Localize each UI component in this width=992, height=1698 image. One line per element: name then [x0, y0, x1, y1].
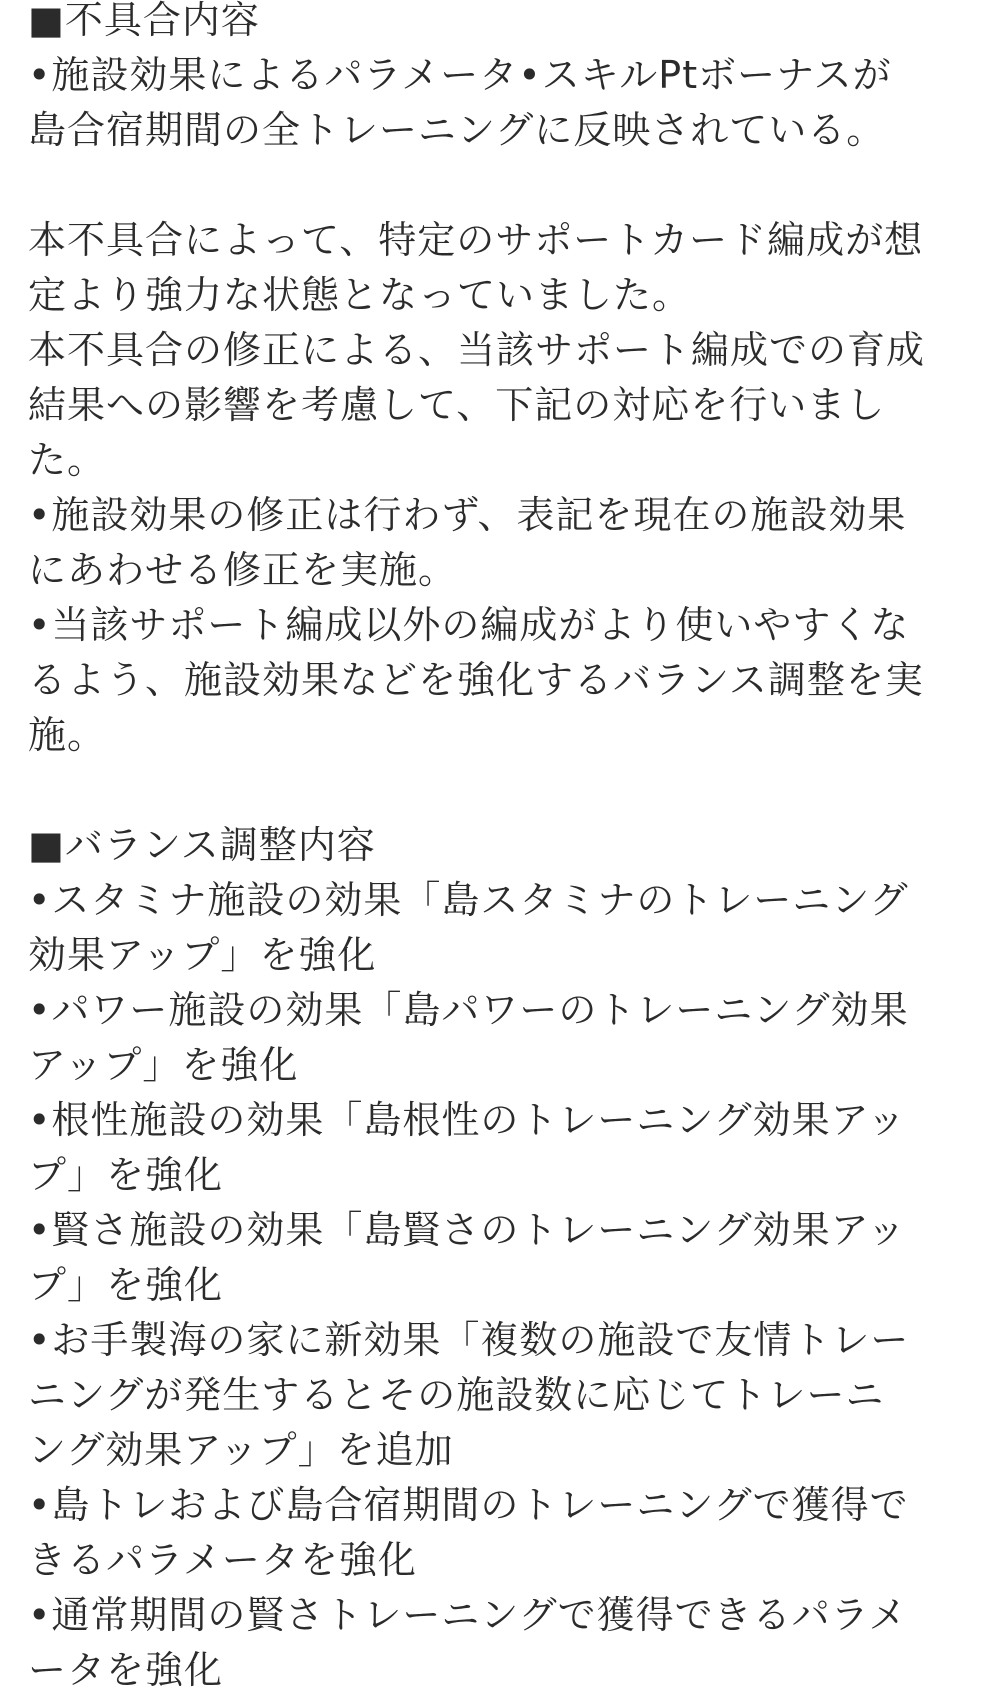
- text-line: ータを強化: [28, 1648, 224, 1692]
- section-heading-balance-adjustments: ■バランス調整内容: [28, 823, 376, 867]
- text-line: •パワー施設の効果「島パワーのトレーニング効果: [28, 988, 909, 1032]
- text-line: •賢さ施設の効果「島賢さのトレーニング効果アッ: [28, 1208, 906, 1252]
- text-line: 結果への影響を考慮して、下記の対応を行いまし: [28, 383, 886, 427]
- text-line: ング効果アップ」を追加: [28, 1428, 454, 1472]
- text-line: アップ」を強化: [28, 1043, 299, 1087]
- text-line: プ」を強化: [28, 1263, 224, 1307]
- text-line: 本不具合の修正による、当該サポート編成での育成: [28, 328, 926, 372]
- text-line: •当該サポート編成以外の編成がより使いやすくな: [28, 603, 910, 647]
- spacer: [28, 158, 964, 213]
- text-line: にあわせる修正を実施。: [28, 548, 458, 592]
- text-line: •施設効果の修正は行わず、表記を現在の施設効果: [28, 493, 907, 537]
- text-line: •お手製海の家に新効果「複数の施設で友情トレー: [28, 1318, 910, 1362]
- text-line: 施。: [28, 713, 107, 757]
- section-heading-bug-details: ■不具合内容: [28, 0, 260, 42]
- spacer: [28, 763, 964, 818]
- text-line: た。: [28, 438, 107, 482]
- text-line: 効果アップ」を強化: [28, 933, 377, 977]
- text-line: •通常期間の賢さトレーニングで獲得できるパラメ: [28, 1593, 908, 1637]
- text-line: 本不具合によって、特定のサポートカード編成が想: [28, 218, 924, 262]
- text-line: •スタミナ施設の効果「島スタミナのトレーニング: [28, 878, 909, 922]
- text-line: •島トレおよび島合宿期間のトレーニングで獲得で: [28, 1483, 909, 1527]
- text-line: 定より強力な状態となっていました。: [28, 273, 692, 317]
- text-line: プ」を強化: [28, 1153, 224, 1197]
- text-line: ニングが発生するとその施設数に応じてトレーニ: [28, 1373, 885, 1417]
- text-line: 島合宿期間の全トレーニングに反映されている。: [28, 108, 886, 152]
- text-line: るよう、施設効果などを強化するバランス調整を実: [28, 658, 924, 702]
- text-line: •根性施設の効果「島根性のトレーニング効果アッ: [28, 1098, 906, 1142]
- text-line: •施設効果によるパラメータ•スキルPtボーナスが: [28, 53, 892, 97]
- text-line: きるパラメータを強化: [28, 1538, 417, 1582]
